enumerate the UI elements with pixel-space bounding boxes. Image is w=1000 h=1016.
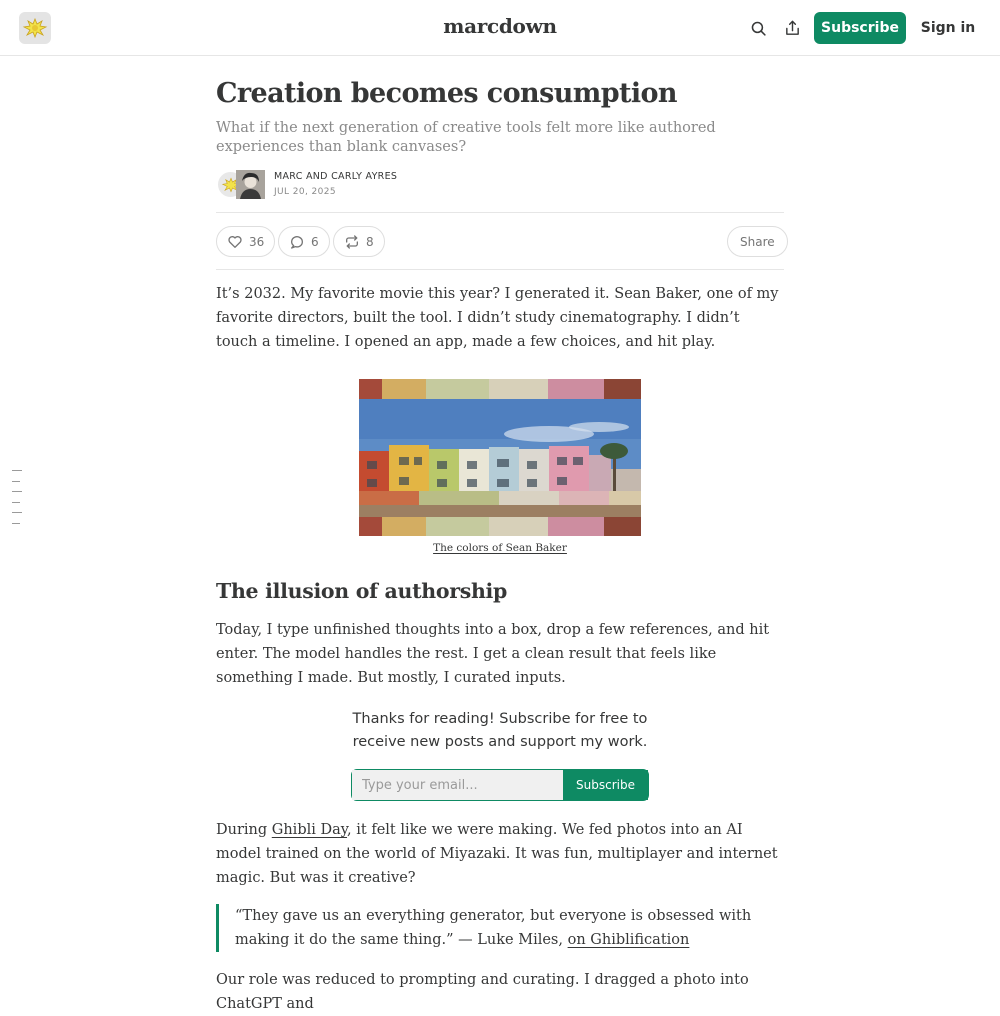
author-names[interactable]: MARC AND CARLY AYRES [274,171,398,182]
sign-in-button[interactable]: Sign in [920,20,976,36]
restack-button[interactable] [333,226,385,257]
toc-marker[interactable] [12,502,20,503]
restack-icon [344,234,360,250]
share-button[interactable] [780,16,804,40]
email-input[interactable] [352,770,563,800]
avatar[interactable] [236,170,265,199]
comment-count: 6 [311,234,319,249]
sun-burst-logo-icon [23,18,47,38]
toc-marker[interactable] [12,491,22,492]
article-image[interactable] [359,379,641,536]
toc-marker[interactable] [12,470,22,471]
blockquote [216,904,784,952]
paragraph-prompting: Our role was reduced to prompting and curating. I dragged a photo into ChatGPT and [216,972,749,1012]
subscribe-form [351,769,649,801]
subscribe-form-button[interactable]: Subscribe [563,770,648,800]
share-post-button[interactable] [727,226,788,257]
divider [216,269,784,270]
subscribe-prompt-text: Thanks for reading! Subscribe for free to receive new posts and support my work. [352,711,648,750]
like-count: 36 [249,234,265,249]
section-heading: The illusion of authorship [216,579,508,603]
comment-bubble-icon [289,234,305,250]
paragraph-text: During [216,822,272,838]
like-button[interactable] [216,226,275,257]
post-subtitle: What if the next generation of creative tools felt more like authored experiences than blank canvases? [216,120,716,155]
top-navigation-bar [0,0,1000,56]
share-upload-icon [784,20,801,37]
image-caption[interactable]: The colors of Sean Baker [433,542,567,554]
publication-logo[interactable] [19,12,51,44]
toc-marker[interactable] [12,512,22,513]
share-label: Share [740,234,775,249]
toc-marker[interactable] [12,523,20,524]
ghiblification-link[interactable]: on Ghiblification [567,932,690,948]
search-button[interactable] [746,16,770,40]
table-of-contents-markers[interactable] [12,470,24,533]
site-title-link[interactable]: marcdown [443,14,557,38]
quote-text: “They gave us an everything generator, but everyone is obsessed with making it do the same thing.” — Luke Miles, [235,908,752,948]
paragraph-intro: It’s 2032. My favorite movie this year? I generated it. Sean Baker, one of my favorite directors, built the tool. I didn’t study cinematography. I didn’t touch a timeline. I opened an app, made a few choices, and hit play. [216,286,779,350]
comment-button[interactable] [278,226,330,257]
heart-icon [227,234,243,250]
header-subscribe-button[interactable]: Subscribe [814,12,906,44]
restack-count: 8 [366,234,374,249]
paragraph-authorship: Today, I type unfinished thoughts into a box, drop a few references, and hit enter. The model handles the rest. I get a clean result that feels like something I made. But mostly, I curated inputs. [216,622,770,686]
subscribe-prompt [216,708,784,754]
author-avatars[interactable] [216,170,268,200]
post-title: Creation becomes consumption [216,78,677,109]
person-photo-icon [236,170,265,199]
paragraph-ghibli [216,818,784,890]
ghibli-day-link[interactable]: Ghibli Day [271,822,348,838]
paragraph-text: , it felt like we were making. We fed photos into an AI model trained on the world of Miyazaki. It was fun, multiplayer and internet magic. But was it creative? [216,822,778,886]
search-icon [750,20,767,37]
colorful-buildings-image [359,379,641,536]
post-date: JUL 20, 2025 [274,187,336,197]
divider [216,212,784,213]
toc-marker[interactable] [12,481,20,482]
